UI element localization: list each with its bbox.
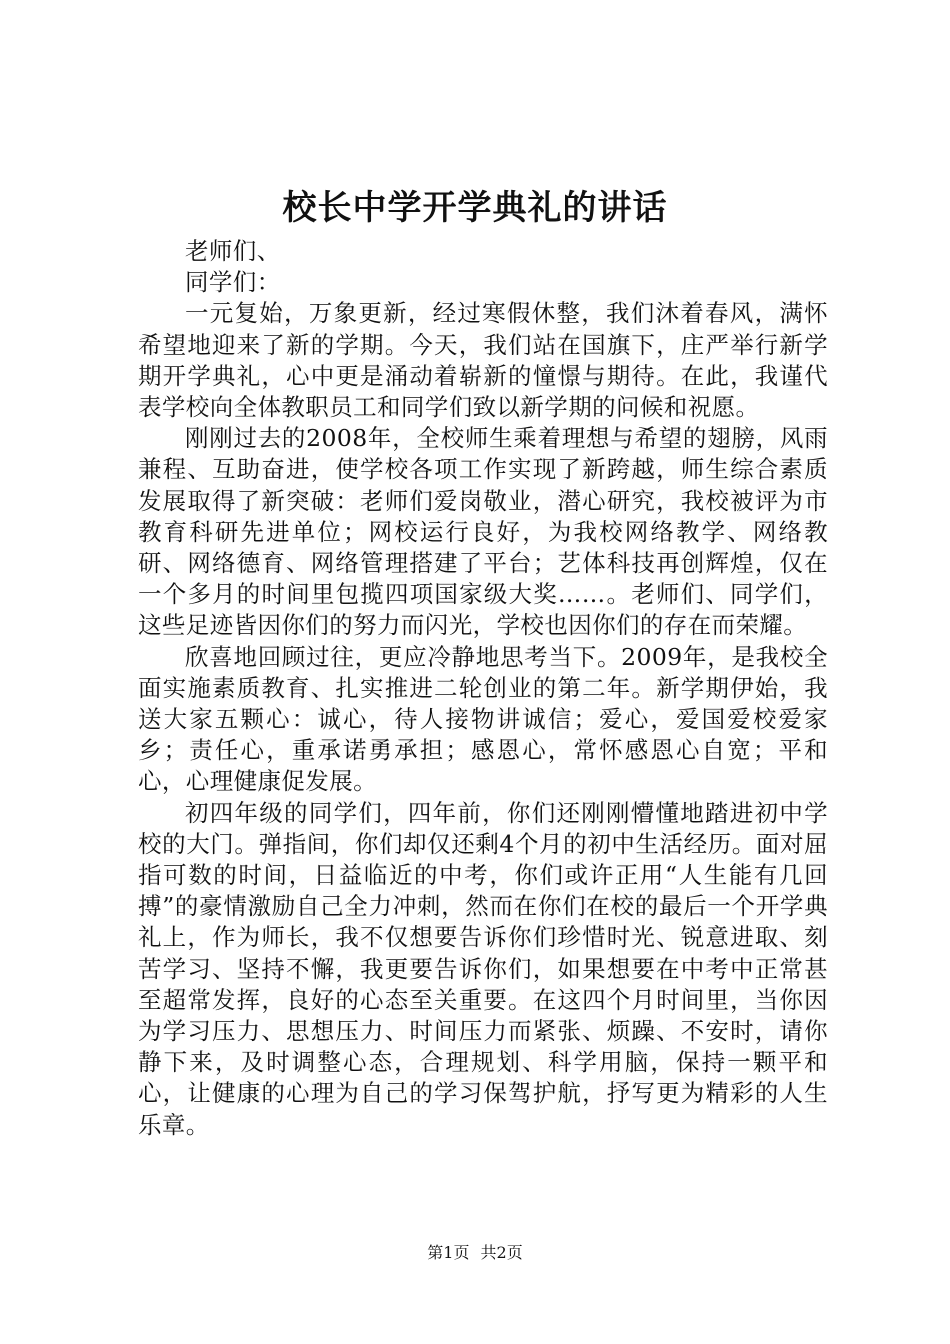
paragraph: 初四年级的同学们，四年前，你们还刚刚懵懂地踏进初中学校的大门。弹指间，你们却仅还剩4个月的初中生活经历。面对屈指可数的时间，日益临近的中考，你们或许正用“人生能有几回搏”的豪情激励自己全力冲刺，然而在你们在校的最后一个开学典礼上，作为师长，我不仅想要告诉你们珍惜时光、锐意进取、刻苦学习、坚持不懈，我更要告诉你们，如果想要在中考中正常甚至超常发挥，良好的心态至关重要。在这四个月时间里，当你因为学习压力、思想压力、时间压力而紧张、烦躁、不安时，请你静下来，及时调整心态，合理规划、科学用脑，保持一颗平和心，让健康的心理为自己的学习保驾护航，抒写更为精彩的人生乐章。: [138, 798, 828, 1139]
document-title: 校长中学开学典礼的讲话: [282, 188, 668, 228]
page-footer: [0, 1242, 950, 1264]
page-total: 共2页: [480, 1243, 523, 1262]
paragraph: 刚刚过去的2008年，全校师生乘着理想与希望的翅膀，风雨兼程、互助奋进，使学校各项工作实现了新跨越，师生综合素质发展取得了新突破：老师们爱岗敬业，潜心研究，我校被评为市教育科研先进单位；网校运行良好，为我校网络教学、网络教研、网络德育、网络管理搭建了平台；艺体科技再创辉煌，仅在一个多月的时间里包揽四项国家级大奖……。老师们、同学们，这些足迹皆因你们的努力而闪光，学校也因你们的存在而荣耀。: [138, 424, 828, 640]
salutation-students: 同学们：: [185, 268, 281, 297]
page-number: 第1页: [427, 1243, 470, 1262]
salutation-teachers: 老师们、: [185, 237, 281, 265]
paragraph: 欣喜地回顾过往，更应冷静地思考当下。2009年，是我校全面实施素质教育、扎实推进二轮创业的第二年。新学期伊始，我送大家五颗心：诚心，待人接物讲诚信；爱心，爱国爱校爱家乡；责任心，重承诺勇承担；感恩心，常怀感恩心自宽；平和心，心理健康促发展。: [138, 642, 828, 796]
document-body: [138, 236, 828, 1141]
paragraph: 一元复始，万象更新，经过寒假休整，我们沐着春风，满怀希望地迎来了新的学期。今天，我们站在国旗下，庄严举行新学期开学典礼，心中更是涌动着崭新的憧憬与期待。在此，我谨代表学校向全体教职员工和同学们致以新学期的问候和祝愿。: [138, 299, 828, 422]
